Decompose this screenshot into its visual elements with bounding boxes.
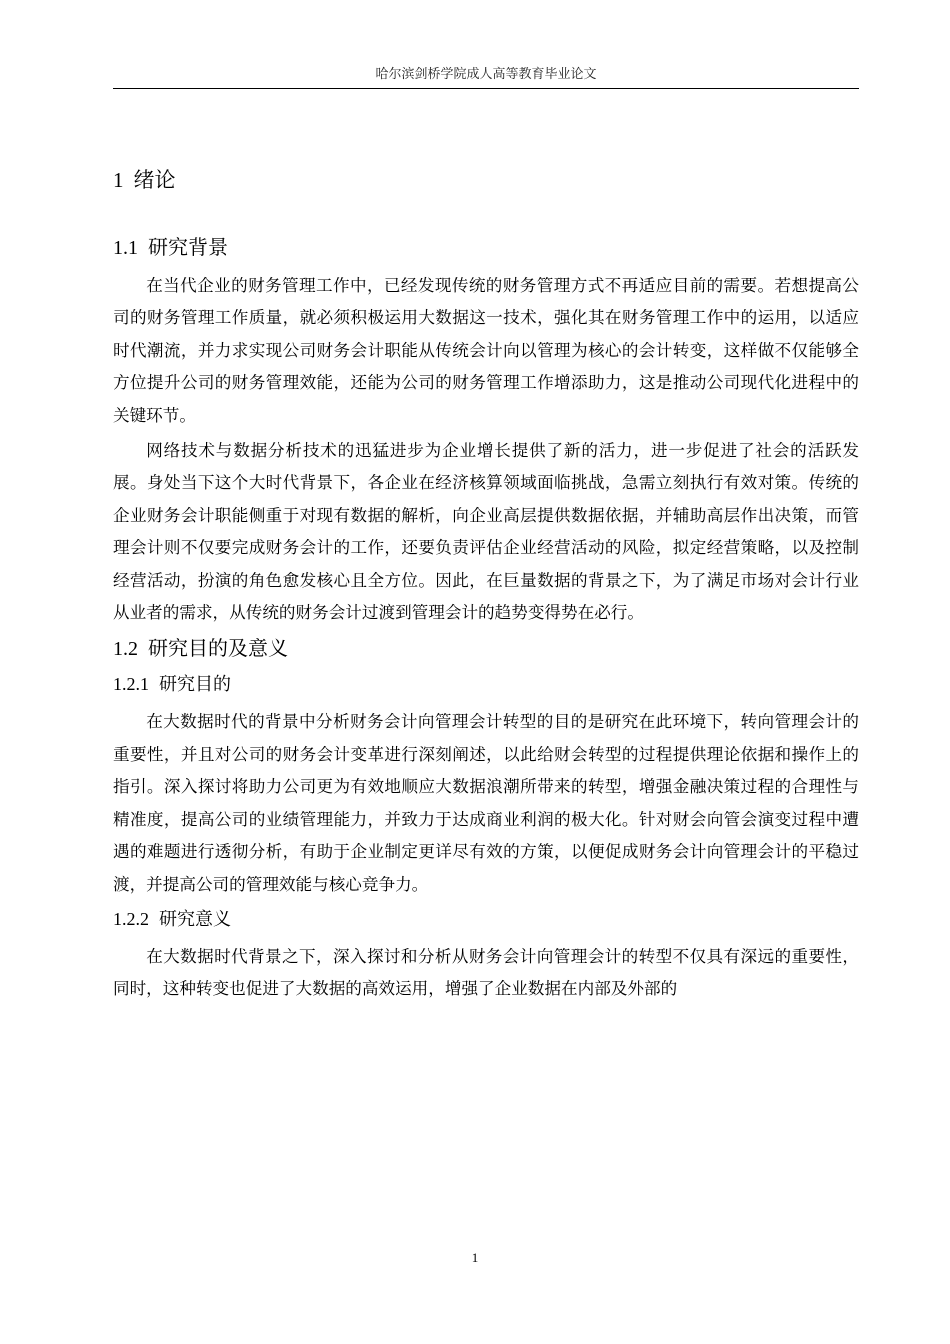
paragraph: 在大数据时代背景之下，深入探讨和分析从财务会计向管理会计的转型不仅具有深远的重要性，同时，这种转变也促进了大数据的高效运用，增强了企业数据在内部及外部的 [113,946,859,999]
header-divider [113,88,859,89]
document-body [113,150,859,1006]
section-title: 研究背景 [148,235,228,259]
chapter-title: 绪论 [133,168,176,192]
subsection-heading-1-2-1 [113,671,859,697]
subsection-heading-1-2-2 [113,906,859,932]
paragraph: 网络技术与数据分析技术的迅猛进步为企业增长提供了新的活力，进一步促进了社会的活跃发展。身处当下这个大时代背景下，各企业在经济核算领域面临挑战，急需立刻执行有效对策。传统的企业财务会计职能侧重于对现有数据的解析，向企业高层提供数据依据，并辅助高层作出决策，而管理会计则不仅要完成财务会计的工作，还要负责评估企业经营活动的风险，拟定经营策略，以及控制经营活动，扮演的角色愈发核心且全方位。因此，在巨量数据的背景之下，为了满足市场对会计行业从业者的需求，从传统的财务会计过渡到管理会计的趋势变得势在必行。 [113,441,859,623]
chapter-heading [113,165,859,195]
page-number: 1 [471,1250,479,1265]
chapter-number: 1 [113,168,124,192]
subsection-number: 1.2.2 [113,908,149,929]
section-title: 研究目的及意义 [148,636,288,661]
paragraph: 在大数据时代的背景中分析财务会计向管理会计转型的目的是研究在此环境下，转向管理会计的重要性，并且对公司的财务会计变革进行深刻阐述，以此给财会转型的过程提供理论依据和操作上的指引。深入探讨将助力公司更为有效地顺应大数据浪潮所带来的转型，增强金融决策过程的合理性与精准度，提高公司的业绩管理能力，并致力于达成商业利润的极大化。针对财会向管会演变过程中遭遇的难题进行透彻分析，有助于企业制定更详尽有效的方策，以便促成财务会计向管理会计的平稳过渡，并提高公司的管理效能与核心竞争力。 [113,712,859,894]
section-number: 1.2 [113,638,138,661]
section-heading-1-2 [113,634,859,662]
section-heading-1-1 [113,233,859,261]
paragraph: 在当代企业的财务管理工作中，已经发现传统的财务管理方式不再适应目前的需要。若想提高公司的财务管理工作质量，就必须积极运用大数据这一技术，强化其在财务管理工作中的运用，以适应时代潮流，并力求实现公司财务会计职能从传统会计向以管理为核心的会计转变，这样做不仅能够全方位提升公司的财务管理效能，还能为公司的财务管理工作增添助力，这是推动公司现代化进程中的关键环节。 [113,276,859,425]
subsection-title: 研究目的 [159,674,231,696]
page-header: 哈尔滨剑桥学院成人高等教育毕业论文 [375,67,597,82]
subsection-title: 研究意义 [159,908,231,930]
section-number: 1.1 [113,237,138,259]
subsection-number: 1.2.1 [113,674,149,695]
